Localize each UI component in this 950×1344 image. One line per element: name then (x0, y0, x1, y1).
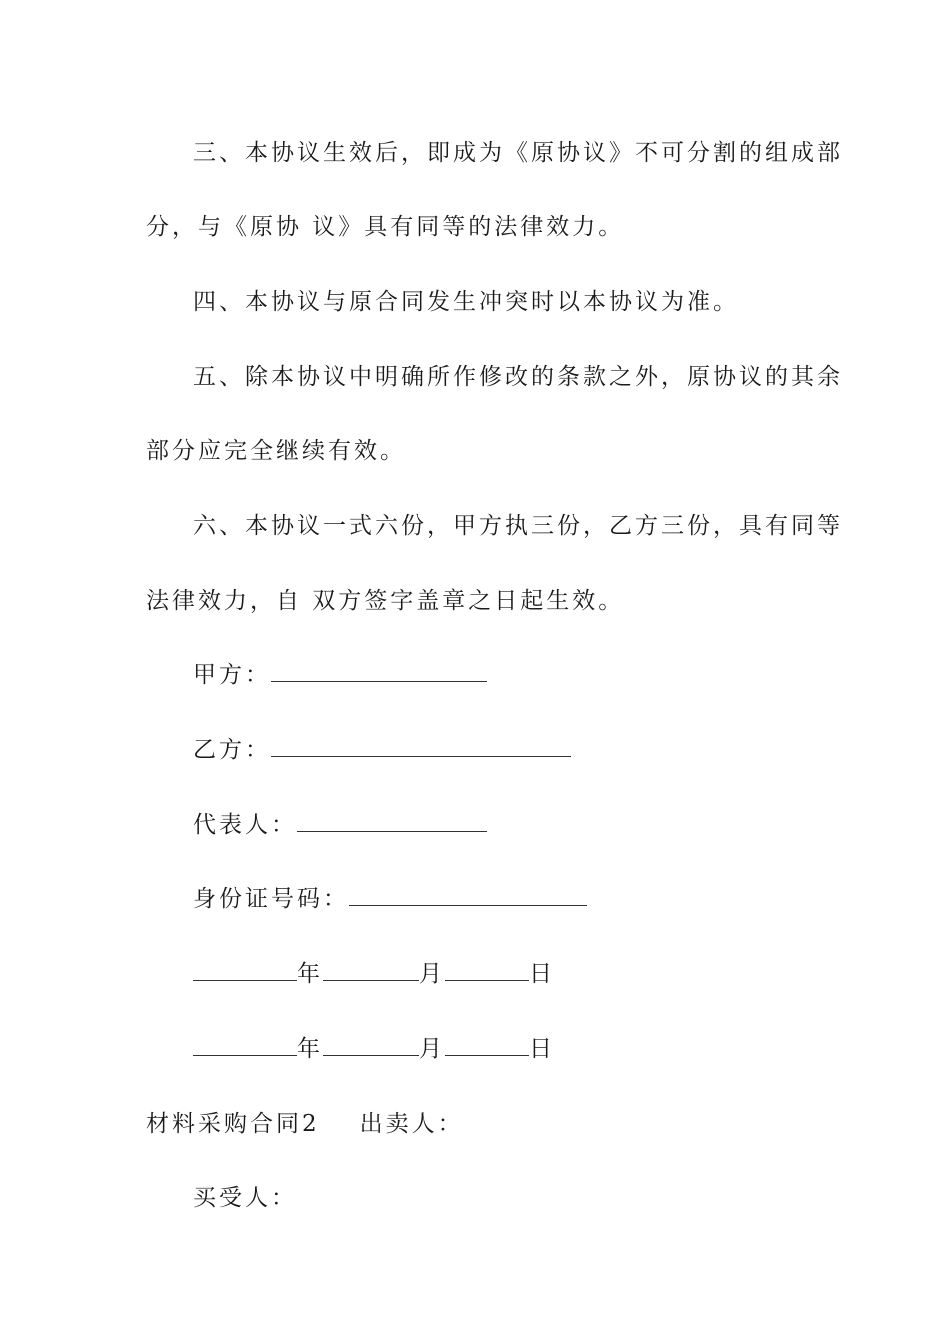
month-blank (323, 960, 419, 981)
seller-label: 出卖人： (359, 1111, 464, 1137)
day-blank (445, 960, 529, 981)
month-label: 月 (419, 961, 445, 987)
party-a-blank (271, 661, 487, 682)
next-contract-heading-line (146, 1109, 806, 1139)
month-label: 月 (419, 1036, 445, 1062)
next-contract-title: 材料采购合同2 (146, 1111, 320, 1137)
year-blank (193, 960, 297, 981)
clause-6-line-2: 法律效力，自 双方签字盖章之日起生效。 (146, 588, 625, 614)
party-b-label: 乙方： (193, 737, 271, 763)
clause-3-line-1: 三、本协议生效后，即成为《原协议》不可分割的组成部 (193, 140, 843, 166)
date-line-2 (193, 1034, 853, 1064)
clause-5-line-2: 部分应完全继续有效。 (146, 438, 406, 464)
clause-5-line-1: 五、除本协议中明确所作修改的条款之外，原协议的其余 (193, 364, 843, 390)
year-label: 年 (297, 961, 323, 987)
id-number-line (193, 884, 853, 914)
clause-4-line-1: 四、本协议与原合同发生冲突时以本协议为准。 (193, 289, 739, 315)
clause-6-line-1: 六、本协议一式六份，甲方执三份，乙方三份，具有同等 (193, 513, 843, 539)
party-a-label: 甲方： (193, 662, 271, 688)
clause-3-line-2: 分，与《原协 议》具有同等的法律效力。 (146, 214, 625, 240)
year-blank (193, 1035, 297, 1056)
party-b-signature-line (193, 735, 853, 765)
day-label: 日 (529, 1036, 555, 1062)
day-label: 日 (529, 961, 555, 987)
id-number-label: 身份证号码： (193, 886, 349, 912)
month-blank (323, 1035, 419, 1056)
party-a-signature-line (193, 660, 853, 690)
year-label: 年 (297, 1036, 323, 1062)
day-blank (445, 1035, 529, 1056)
date-line-1 (193, 959, 853, 989)
representative-signature-line (193, 810, 853, 840)
buyer-line: 买受人： (193, 1185, 297, 1211)
representative-label: 代表人： (193, 812, 297, 838)
id-number-blank (349, 885, 587, 906)
representative-blank (297, 811, 487, 832)
party-b-blank (271, 736, 571, 757)
